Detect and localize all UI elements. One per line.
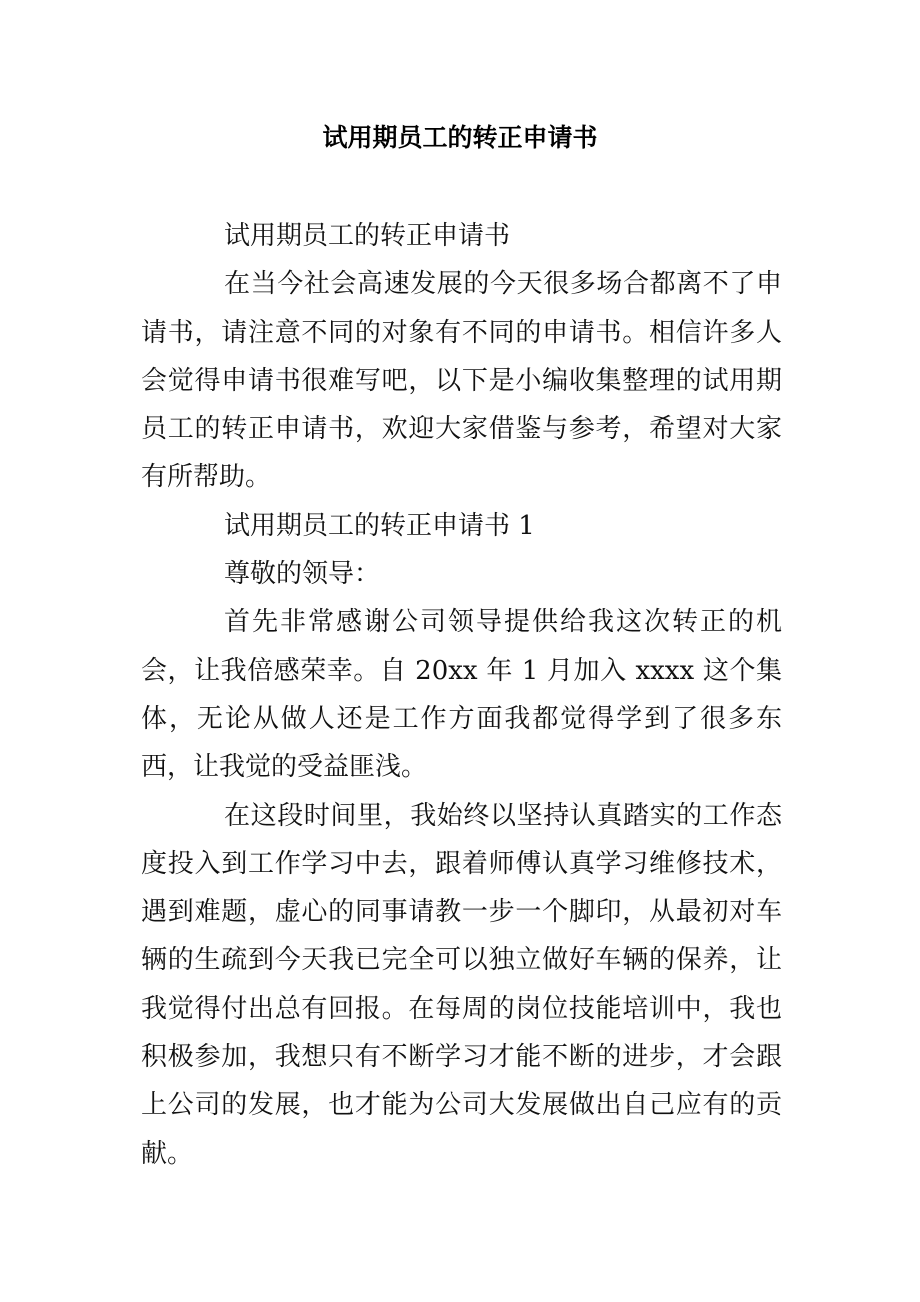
body-paragraph: 首先非常感谢公司领导提供给我这次转正的机会，让我倍感荣幸。自 20xx 年 1 月加入 xxxx 这个集体，无论从做人还是工作方面我都觉得学到了很多东西，让我觉的受益匪浅。 [141, 607, 782, 783]
intro-paragraph: 在当今社会高速发展的今天很多场合都离不了申请书，请注意不同的对象有不同的申请书。相信许多人会觉得申请书很难写吧，以下是小编收集整理的试用期员工的转正申请书，欢迎大家借鉴与参考，希望对大家有所帮助。 [141, 269, 782, 493]
body-paragraph: 在这段时间里，我始终以坚持认真踏实的工作态度投入到工作学习中去，跟着师傅认真学习维修技术，遇到难题，虚心的同事请教一步一个脚印，从最初对车辆的生疏到今天我已完全可以独立做好车辆的保养，让我觉得付出总有回报。在每周的岗位技能培训中，我也积极参加，我想只有不断学习才能不断的进步，才会跟上公司的发展，也才能为公司大发展做出自己应有的贡献。 [141, 800, 782, 1169]
salutation: 尊敬的领导： [224, 559, 381, 590]
document-title: 试用期员工的转正申请书 [322, 123, 598, 152]
document-body [141, 212, 782, 1178]
subtitle-paragraph: 试用期员工的转正申请书 [224, 221, 511, 251]
section-heading: 试用期员工的转正申请书 1 [224, 510, 535, 541]
